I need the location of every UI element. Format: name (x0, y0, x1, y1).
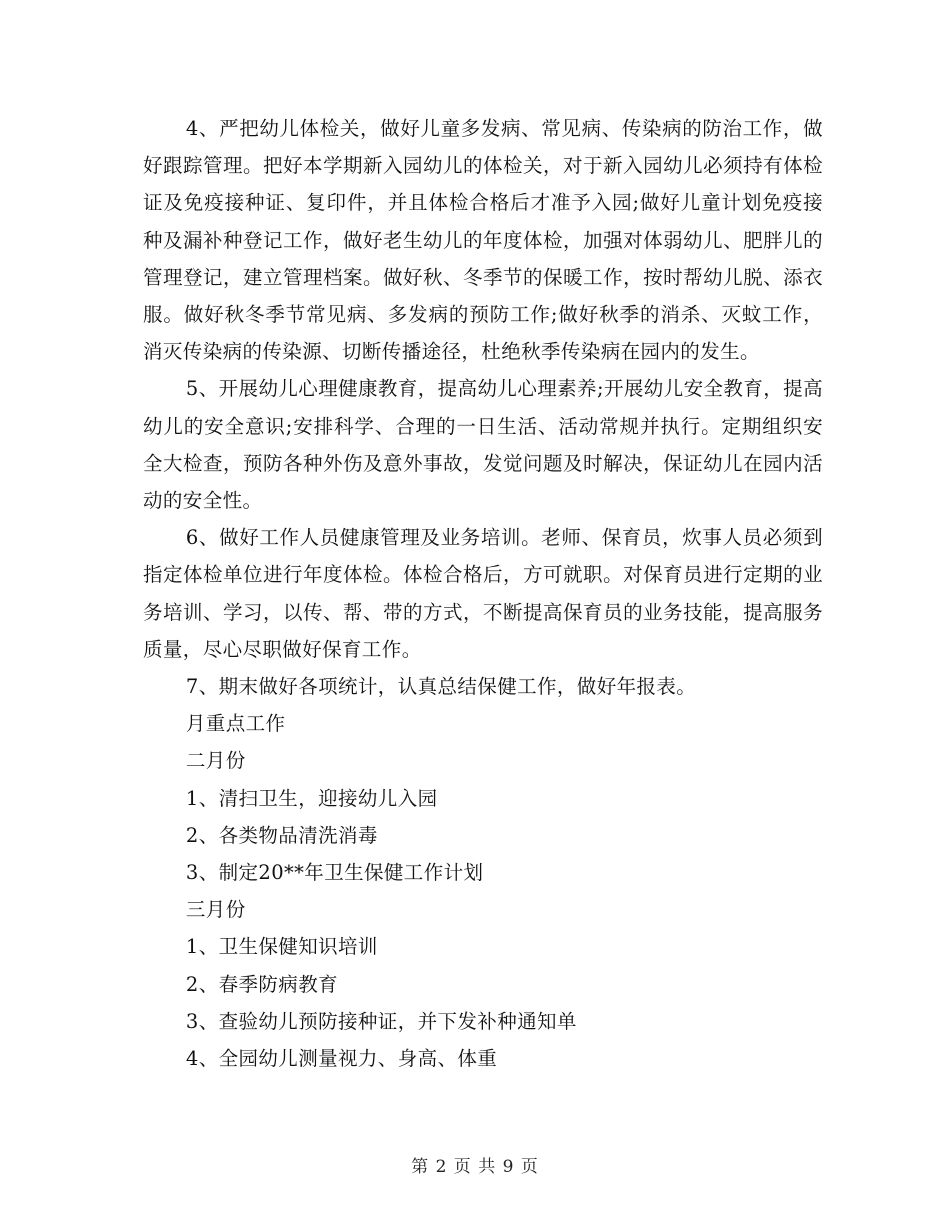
list-item: 3、制定20**年卫生保健工作计划 (185, 861, 484, 885)
list-item: 1、卫生保健知识培训 (185, 935, 378, 959)
paragraph-item-7: 7、期末做好各项统计，认真总结保健工作，做好年报表。 (185, 675, 697, 699)
list-item: 4、全园幼儿测量视力、身高、体重 (185, 1047, 498, 1071)
month-heading-february: 二月份 (185, 749, 246, 773)
paragraph-item-6: 6、做好工作人员健康管理及业务培训。老师、保育员，炊事人员必须到指定体检单位进行年度体检。体检合格后，方可就职。对保育员进行定期的业务培训、学习，以传、帮、带的方式，不断提高保育员的业务技能，提高服务质量，尽心尽职做好保育工作。 (143, 526, 823, 661)
list-item: 1、清扫卫生，迎接幼儿入园 (185, 786, 438, 810)
list-item: 2、各类物品清洗消毒 (185, 823, 378, 847)
section-heading-monthly-focus: 月重点工作 (185, 712, 286, 736)
paragraph-item-5: 5、开展幼儿心理健康教育，提高幼儿心理素养;开展幼儿安全教育，提高幼儿的安全意识;安排科学、合理的一日生活、活动常规并执行。定期组织安全大检查，预防各种外伤及意外事故，发觉问题及时解决，保证幼儿在园内活动的安全性。 (143, 377, 823, 513)
list-item: 2、春季防病教育 (185, 972, 338, 996)
page-number-footer: 第 2 页 共 9 页 (411, 1157, 539, 1177)
paragraph-item-4: 4、严把幼儿体检关，做好儿童多发病、常见病、传染病的防治工作，做好跟踪管理。把好本学期新入园幼儿的体检关，对于新入园幼儿必须持有体检证及免疫接种证、复印件，并且体检合格后才准予入园;做好儿童计划免疫接种及漏补种登记工作，做好老生幼儿的年度体检，加强对体弱幼儿、肥胖儿的管理登记，建立管理档案。做好秋、冬季节的保暖工作，按时帮幼儿脱、添衣服。做好秋冬季节常见病、多发病的预防工作;做好秋季的消杀、灭蚊工作，消灭传染病的传染源、切断传播途径，杜绝秋季传染病在园内的发生。 (143, 117, 823, 364)
list-item: 3、查验幼儿预防接种证，并下发补种通知单 (185, 1009, 577, 1033)
document-body (143, 110, 823, 1077)
month-heading-march: 三月份 (185, 898, 246, 922)
